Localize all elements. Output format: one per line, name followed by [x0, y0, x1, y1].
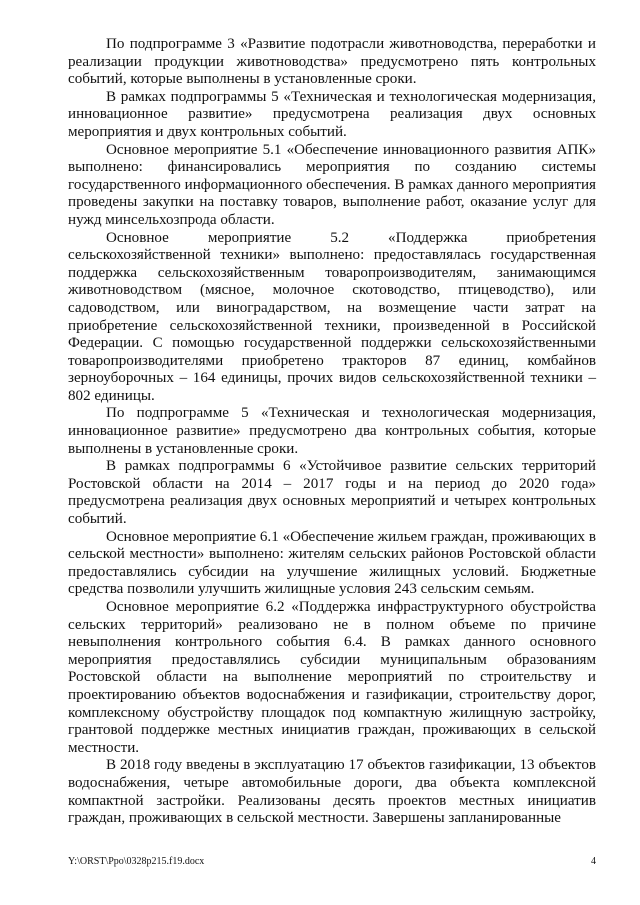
paragraph: Основное мероприятие 5.2 «Поддержка приобретения сельскохозяйственной техники» выполнено: предоставлялась государственная поддержка сельскохозяйственным товаропроизводителям, занимающимся животноводством (мясное, молочное скотоводство, птицеводство), или садоводством, или виноградарством, на возмещение части затрат на приобретение сельскохозяйственной техники, произведенной в Российской Федерации. С помощью государственной поддержки сельскохозяйственными товаропроизводителями приобретено тракторов 87 единиц, комбайнов зерноуборочных – 164 единицы, прочих видов сельскохозяйственной техники – 802 единицы.	[68, 229, 596, 404]
page-number: 4	[591, 856, 596, 867]
paragraph: В рамках подпрограммы 5 «Техническая и технологическая модернизация, инновационное развитие» предусмотрена реализация двух основных мероприятия и двух контрольных событий.	[68, 88, 596, 140]
paragraph: В 2018 году введены в эксплуатацию 17 объектов газификации, 13 объектов водоснабжения, четыре автомобильные дороги, два объекта комплексной компактной застройки. Реализованы десять проектов местных инициатив граждан, проживающих в сельской местности. Завершены запланированные	[68, 757, 596, 827]
paragraph: Основное мероприятие 6.2 «Поддержка инфраструктурного обустройства сельских территорий» реализовано не в полном объеме по причине невыполнения контрольного события 6.4. В рамках данного основного мероприятия предоставлялись субсидии муниципальным образованиям Ростовской области на выполнение мероприятий по строительству и проектированию объектов водоснабжения и газификации, строительству дорог, комплексному обустройству площадок под компактную жилищную застройку, грантовой поддержке местных инициатив граждан, проживающих в сельской местности.	[68, 599, 596, 756]
paragraph: В рамках подпрограммы 6 «Устойчивое развитие сельских территорий Ростовской области на 2014 – 2017 годы и на период до 2020 года» предусмотрена реализация двух основных мероприятий и четырех контрольных событий.	[68, 458, 596, 528]
paragraph: По подпрограмме 3 «Развитие подотрасли животноводства, переработки и реализации продукции животноводства» предусмотрено пять контрольных событий, которые выполнены в установленные сроки.	[68, 36, 596, 88]
document-body	[68, 36, 596, 828]
paragraph: По подпрограмме 5 «Техническая и технологическая модернизация, инновационное развитие» предусмотрено два контрольных события, которые выполнены в установленные сроки.	[68, 405, 596, 457]
paragraph: Основное мероприятие 6.1 «Обеспечение жильем граждан, проживающих в сельской местности» выполнено: жителям сельских районов Ростовской области предоставлялись субсидии на улучшение жилищных условий. Бюджетные средства позволили улучшить жилищные условия 243 сельским семьям.	[68, 528, 596, 598]
file-path: Y:\ORST\Ppo\0328p215.f19.docx	[68, 856, 205, 867]
paragraph: Основное мероприятие 5.1 «Обеспечение инновационного развития АПК» выполнено: финансировались мероприятия по созданию системы государственного информационного обеспечения. В рамках данного мероприятия проведены закупки на поставку товаров, выполнение работ, оказание услуг для нужд минсельхозпрода области.	[68, 141, 596, 228]
